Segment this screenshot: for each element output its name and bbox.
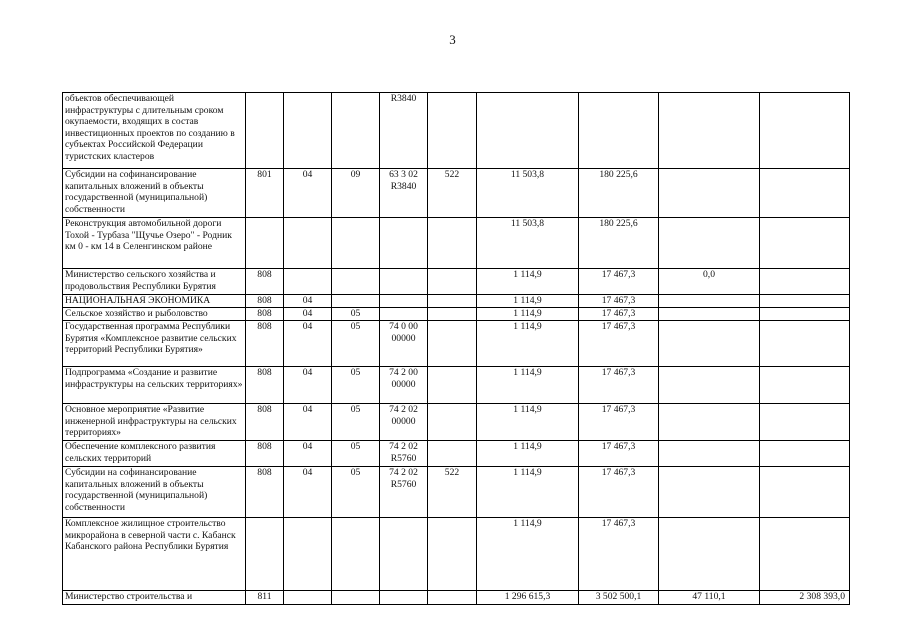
cell-amount-3: 47 110,1 (659, 591, 760, 605)
cell-amount-3 (659, 169, 760, 218)
cell-name: Субсидии на софинансирование капитальных вложений в объекты государственной (муниципальной) собственности (63, 467, 246, 518)
cell-name: Сельское хозяйство и рыболовство (63, 308, 246, 321)
cell-section: 04 (284, 169, 332, 218)
cell-subsection: 05 (332, 367, 380, 404)
table-row (63, 295, 850, 308)
cell-ministry-code (246, 518, 284, 591)
cell-ministry-code (246, 218, 284, 269)
cell-expense-type (428, 591, 477, 605)
cell-expense-type: 522 (428, 169, 477, 218)
cell-name: Обеспечение комплексного развития сельских территорий (63, 441, 246, 467)
cell-amount-3 (659, 467, 760, 518)
cell-name: НАЦИОНАЛЬНАЯ ЭКОНОМИКА (63, 295, 246, 308)
cell-section (284, 591, 332, 605)
cell-target-article (380, 518, 428, 591)
cell-amount-2: 17 467,3 (579, 269, 659, 295)
cell-section: 04 (284, 441, 332, 467)
cell-amount-3 (659, 321, 760, 367)
table-row (63, 518, 850, 591)
cell-subsection (332, 518, 380, 591)
cell-amount-4 (760, 295, 850, 308)
cell-subsection (332, 218, 380, 269)
cell-amount-4 (760, 93, 850, 169)
table-row (63, 441, 850, 467)
cell-amount-4 (760, 218, 850, 269)
cell-target-article: R3840 (380, 93, 428, 169)
cell-amount-4 (760, 367, 850, 404)
cell-target-article (380, 269, 428, 295)
table-row (63, 269, 850, 295)
cell-section: 04 (284, 404, 332, 441)
cell-ministry-code: 808 (246, 308, 284, 321)
cell-ministry-code: 808 (246, 441, 284, 467)
cell-name: Комплексное жилищное строительство микрорайона в северной части с. Кабанск Кабанского района Республики Бурятия (63, 518, 246, 591)
cell-target-article (380, 308, 428, 321)
cell-name: Субсидии на софинансирование капитальных вложений в объекты государственной (муниципальной) собственности (63, 169, 246, 218)
cell-amount-1: 1 114,9 (477, 467, 579, 518)
table-row (63, 321, 850, 367)
table-row (63, 93, 850, 169)
cell-name: Реконструкция автомобильной дороги Тохой - Турбаза "Щучье Озеро" - Родник км 0 - км 14 в Селенгинском районе (63, 218, 246, 269)
cell-amount-2: 17 467,3 (579, 467, 659, 518)
cell-subsection: 05 (332, 441, 380, 467)
cell-expense-type (428, 321, 477, 367)
cell-target-article: 74 2 00 00000 (380, 367, 428, 404)
cell-target-article (380, 295, 428, 308)
cell-amount-2: 17 467,3 (579, 308, 659, 321)
cell-name: Подпрограмма «Создание и развитие инфраструктуры на сельских территориях» (63, 367, 246, 404)
cell-amount-2: 17 467,3 (579, 295, 659, 308)
cell-amount-4: 2 308 393,0 (760, 591, 850, 605)
cell-target-article: 74 0 00 00000 (380, 321, 428, 367)
cell-amount-1: 1 114,9 (477, 518, 579, 591)
cell-target-article: 63 3 02 R3840 (380, 169, 428, 218)
cell-amount-1: 1 114,9 (477, 308, 579, 321)
cell-subsection (332, 591, 380, 605)
cell-target-article: 74 2 02 00000 (380, 404, 428, 441)
cell-expense-type (428, 295, 477, 308)
cell-amount-2: 3 502 500,1 (579, 591, 659, 605)
cell-expense-type (428, 218, 477, 269)
cell-expense-type (428, 518, 477, 591)
cell-amount-2: 17 467,3 (579, 518, 659, 591)
table-row (63, 404, 850, 441)
cell-amount-1: 1 114,9 (477, 295, 579, 308)
cell-section: 04 (284, 308, 332, 321)
cell-amount-4 (760, 467, 850, 518)
cell-amount-1: 11 503,8 (477, 218, 579, 269)
cell-amount-1: 11 503,8 (477, 169, 579, 218)
cell-section: 04 (284, 295, 332, 308)
table-row (63, 591, 850, 605)
cell-expense-type (428, 404, 477, 441)
cell-amount-2: 180 225,6 (579, 218, 659, 269)
cell-section: 04 (284, 467, 332, 518)
cell-section (284, 518, 332, 591)
table-row (63, 308, 850, 321)
cell-amount-3 (659, 518, 760, 591)
cell-section (284, 218, 332, 269)
cell-section: 04 (284, 321, 332, 367)
cell-amount-2: 17 467,3 (579, 404, 659, 441)
cell-amount-3 (659, 218, 760, 269)
cell-subsection (332, 269, 380, 295)
cell-name: Министерство сельского хозяйства и продовольствия Республики Бурятия (63, 269, 246, 295)
cell-amount-1: 1 114,9 (477, 404, 579, 441)
cell-amount-4 (760, 518, 850, 591)
cell-ministry-code: 808 (246, 295, 284, 308)
table-body (63, 93, 850, 605)
cell-expense-type (428, 269, 477, 295)
cell-amount-2: 17 467,3 (579, 441, 659, 467)
cell-ministry-code: 808 (246, 404, 284, 441)
table-row (63, 218, 850, 269)
cell-amount-2: 17 467,3 (579, 367, 659, 404)
cell-amount-3 (659, 295, 760, 308)
cell-name: Министерство строительства и (63, 591, 246, 605)
cell-section (284, 269, 332, 295)
cell-amount-1: 1 114,9 (477, 269, 579, 295)
cell-amount-1: 1 114,9 (477, 321, 579, 367)
cell-amount-4 (760, 308, 850, 321)
cell-amount-1: 1 114,9 (477, 441, 579, 467)
cell-amount-1: 1 296 615,3 (477, 591, 579, 605)
table-row (63, 367, 850, 404)
cell-amount-2: 180 225,6 (579, 169, 659, 218)
cell-ministry-code: 801 (246, 169, 284, 218)
cell-amount-3 (659, 404, 760, 441)
cell-ministry-code (246, 93, 284, 169)
cell-amount-4 (760, 169, 850, 218)
cell-amount-1: 1 114,9 (477, 367, 579, 404)
cell-expense-type (428, 367, 477, 404)
cell-amount-3: 0,0 (659, 269, 760, 295)
cell-expense-type: 522 (428, 467, 477, 518)
cell-amount-4 (760, 269, 850, 295)
cell-ministry-code: 808 (246, 321, 284, 367)
cell-amount-4 (760, 441, 850, 467)
table-row (63, 467, 850, 518)
cell-amount-3 (659, 308, 760, 321)
cell-amount-2 (579, 93, 659, 169)
cell-amount-1 (477, 93, 579, 169)
cell-ministry-code: 808 (246, 467, 284, 518)
cell-name: Государственная программа Республики Бурятия «Комплексное развитие сельских территорий Республики Бурятия» (63, 321, 246, 367)
cell-amount-3 (659, 367, 760, 404)
cell-amount-3 (659, 441, 760, 467)
cell-target-article: 74 2 02 R5760 (380, 441, 428, 467)
cell-ministry-code: 808 (246, 367, 284, 404)
cell-subsection: 05 (332, 404, 380, 441)
cell-subsection: 05 (332, 467, 380, 518)
cell-amount-2: 17 467,3 (579, 321, 659, 367)
cell-ministry-code: 811 (246, 591, 284, 605)
cell-expense-type (428, 308, 477, 321)
cell-amount-4 (760, 321, 850, 367)
cell-subsection (332, 295, 380, 308)
cell-section: 04 (284, 367, 332, 404)
cell-name: объектов обеспечивающей инфраструктуры с длительным сроком окупаемости, входящих в состав инвестиционных проектов по созданию в субъектах Российской Федерации туристских кластеров (63, 93, 246, 169)
cell-name: Основное мероприятие «Развитие инженерной инфраструктуры на сельских территориях» (63, 404, 246, 441)
page-number: 3 (449, 32, 456, 47)
cell-target-article: 74 2 02 R5760 (380, 467, 428, 518)
cell-ministry-code: 808 (246, 269, 284, 295)
budget-table (62, 92, 850, 605)
cell-subsection: 05 (332, 321, 380, 367)
cell-target-article (380, 591, 428, 605)
cell-subsection (332, 93, 380, 169)
cell-amount-3 (659, 93, 760, 169)
cell-subsection: 09 (332, 169, 380, 218)
cell-section (284, 93, 332, 169)
cell-target-article (380, 218, 428, 269)
cell-amount-4 (760, 404, 850, 441)
cell-subsection: 05 (332, 308, 380, 321)
cell-expense-type (428, 441, 477, 467)
cell-expense-type (428, 93, 477, 169)
table-row (63, 169, 850, 218)
